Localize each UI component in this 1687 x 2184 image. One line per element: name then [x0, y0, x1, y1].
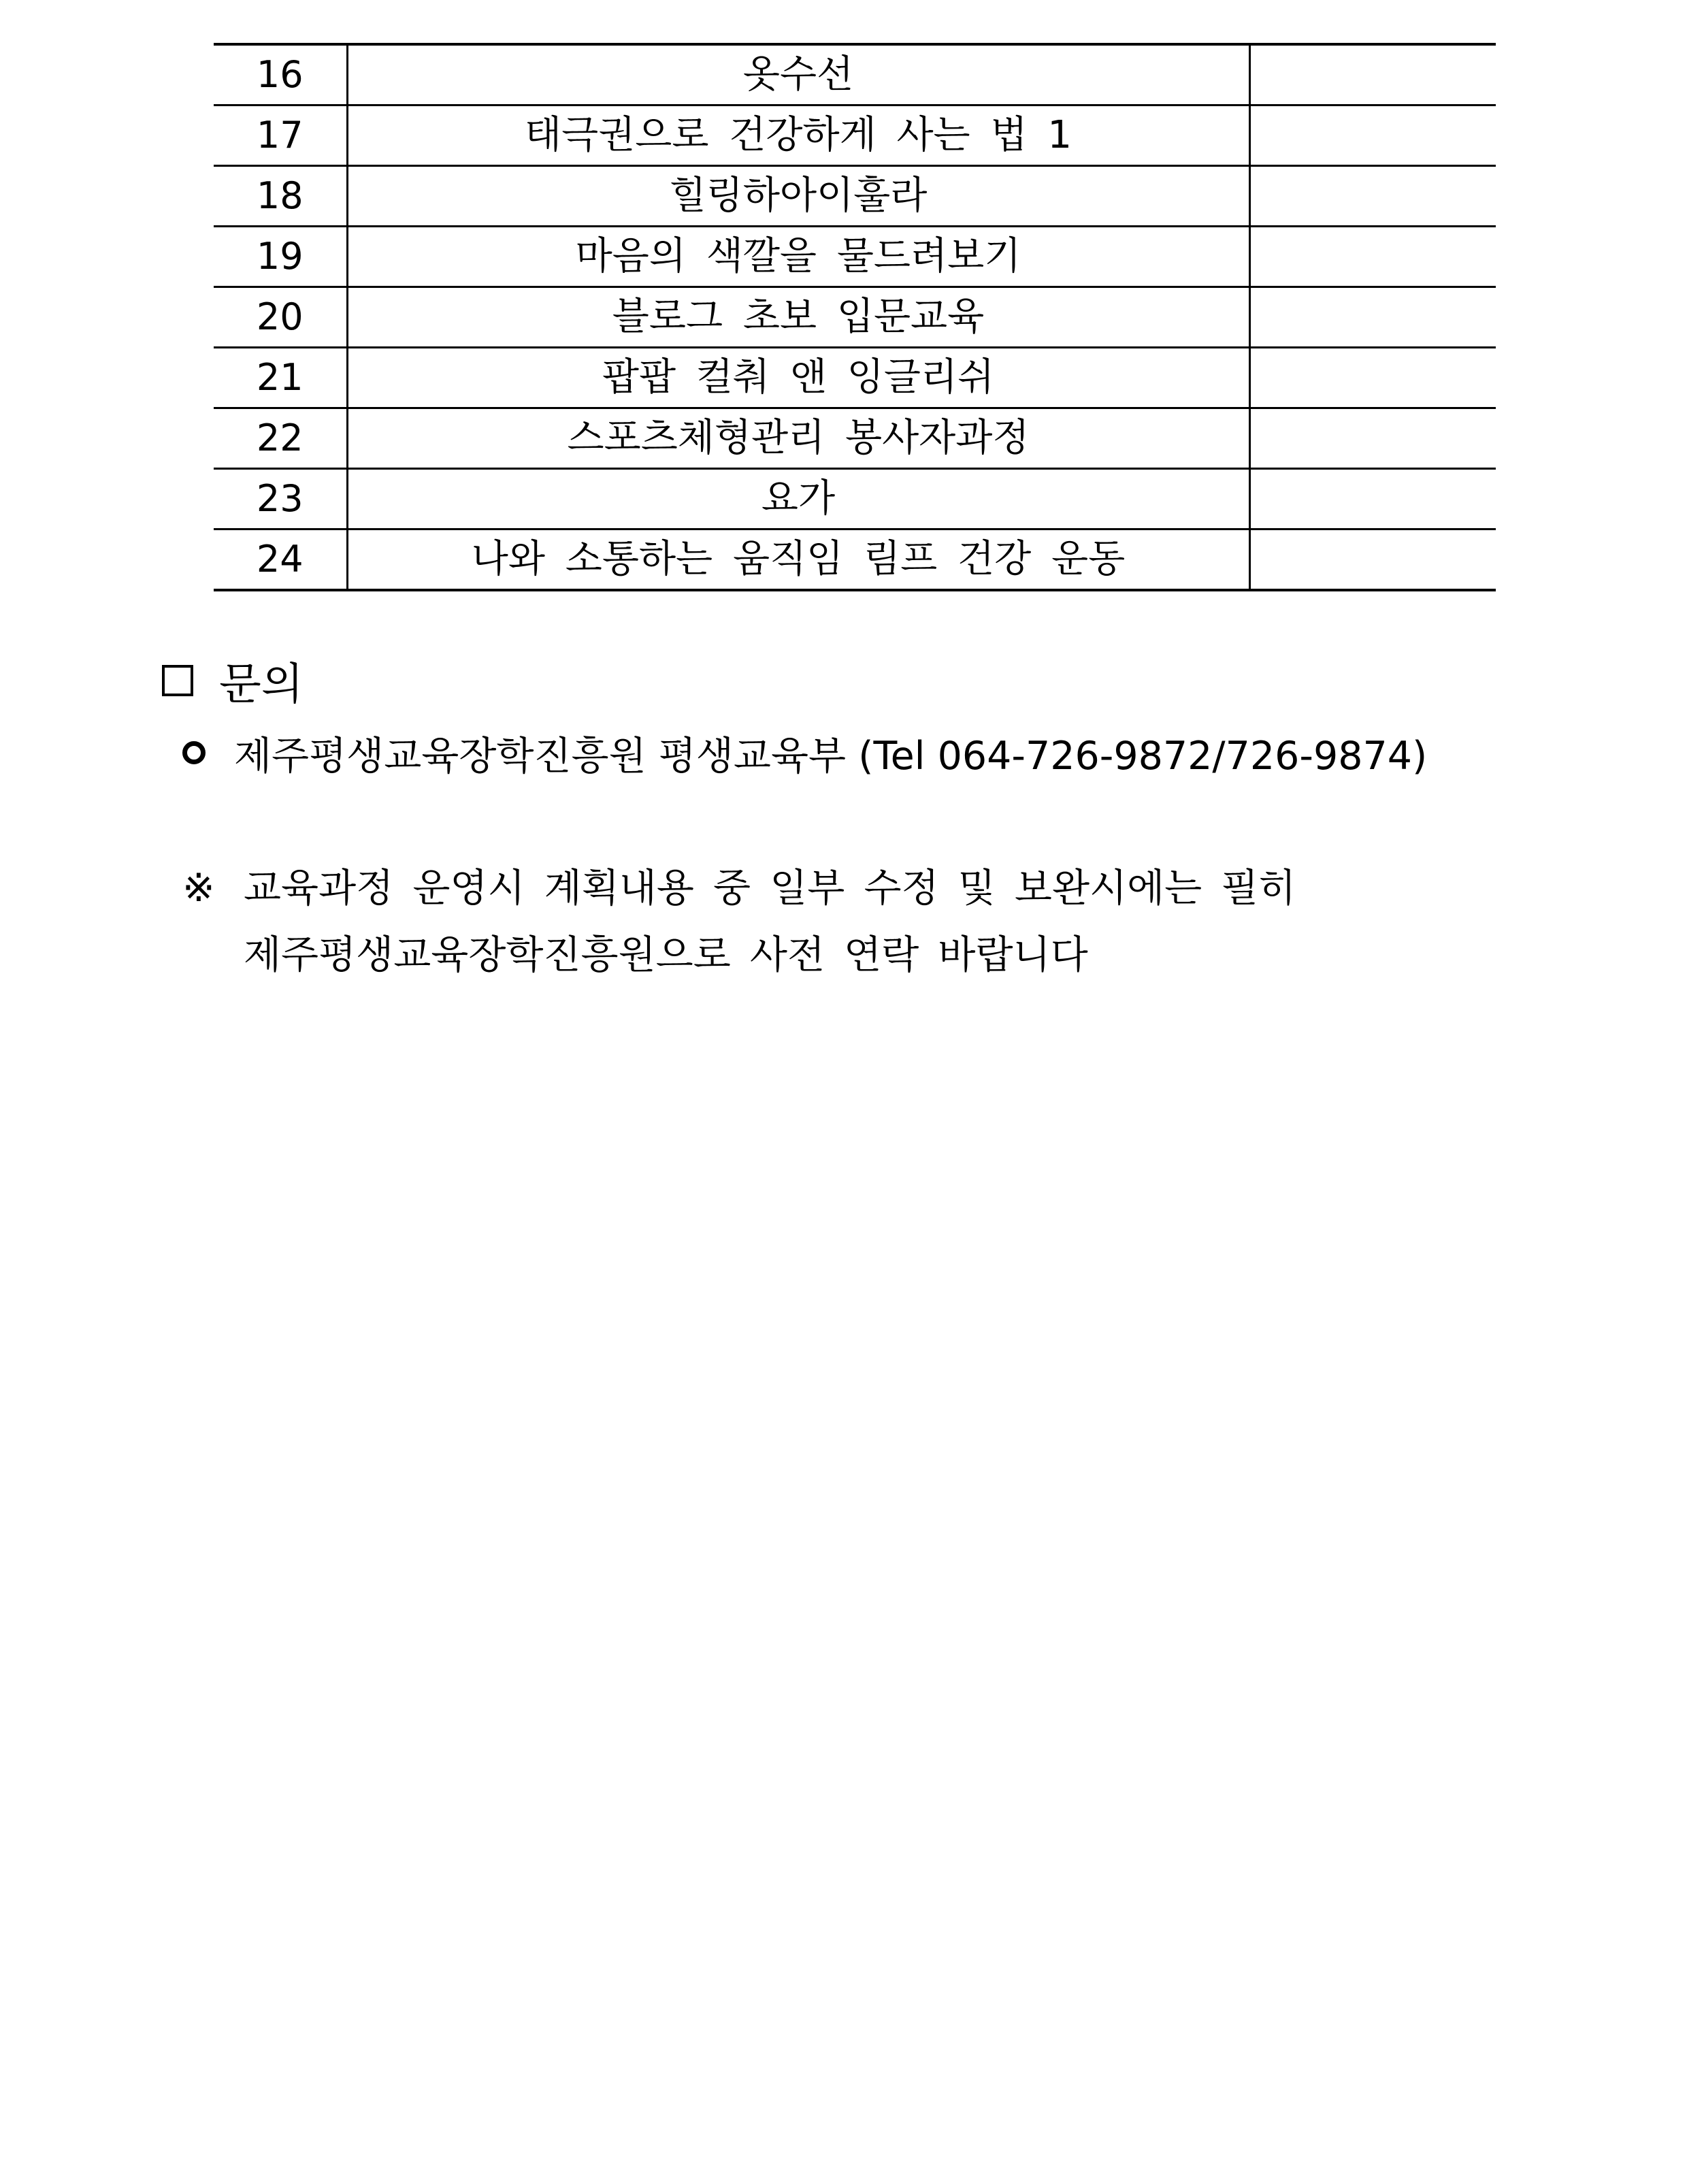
course-number: 19 [214, 227, 347, 287]
course-extra [1249, 227, 1496, 287]
inquiry-section-heading [162, 653, 304, 708]
course-extra [1249, 469, 1496, 529]
course-extra [1249, 44, 1496, 105]
checkbox-square-icon [162, 665, 193, 696]
course-name: 요가 [347, 469, 1249, 529]
course-number: 20 [214, 287, 347, 348]
contact-text: 제주평생교육장학진흥원 평생교육부 (Tel 064-726-9872/726-9874) [234, 734, 1428, 779]
circle-bullet-icon [182, 741, 206, 764]
table-row [214, 44, 1496, 105]
table-row [214, 105, 1496, 166]
table-row [214, 166, 1496, 227]
table-row [214, 529, 1496, 591]
notice-line-2: 제주평생교육장학진흥원으로 사전 연락 바랍니다 [244, 932, 1088, 977]
table-row [214, 408, 1496, 469]
table-row [214, 227, 1496, 287]
course-name: 블로그 초보 입문교육 [347, 287, 1249, 348]
course-name: 팝팝 컬춰 앤 잉글리쉬 [347, 348, 1249, 408]
course-number: 22 [214, 408, 347, 469]
course-name: 힐링하아이훌라 [347, 166, 1249, 227]
notice-block [182, 855, 1296, 988]
course-number: 17 [214, 105, 347, 166]
table-row [214, 469, 1496, 529]
course-name: 스포츠체형관리 봉사자과정 [347, 408, 1249, 469]
reference-mark-icon: ※ [182, 866, 215, 911]
course-name: 마음의 색깔을 물드려보기 [347, 227, 1249, 287]
course-extra [1249, 287, 1496, 348]
course-name: 나와 소통하는 움직임 림프 건강 운동 [347, 529, 1249, 591]
course-extra [1249, 529, 1496, 591]
course-extra [1249, 105, 1496, 166]
table-row [214, 348, 1496, 408]
course-name: 태극권으로 건강하게 사는 법 1 [347, 105, 1249, 166]
course-number: 16 [214, 44, 347, 105]
course-number: 18 [214, 166, 347, 227]
course-extra [1249, 166, 1496, 227]
course-extra [1249, 348, 1496, 408]
inquiry-heading-label: 문의 [219, 659, 304, 710]
course-extra [1249, 408, 1496, 469]
course-number: 24 [214, 529, 347, 591]
notice-line-1: 교육과정 운영시 계획내용 중 일부 수정 및 보완시에는 필히 [244, 866, 1296, 911]
course-number: 23 [214, 469, 347, 529]
contact-info [182, 726, 1427, 780]
course-number: 21 [214, 348, 347, 408]
course-table [214, 43, 1496, 591]
course-name: 옷수선 [347, 44, 1249, 105]
table-row [214, 287, 1496, 348]
